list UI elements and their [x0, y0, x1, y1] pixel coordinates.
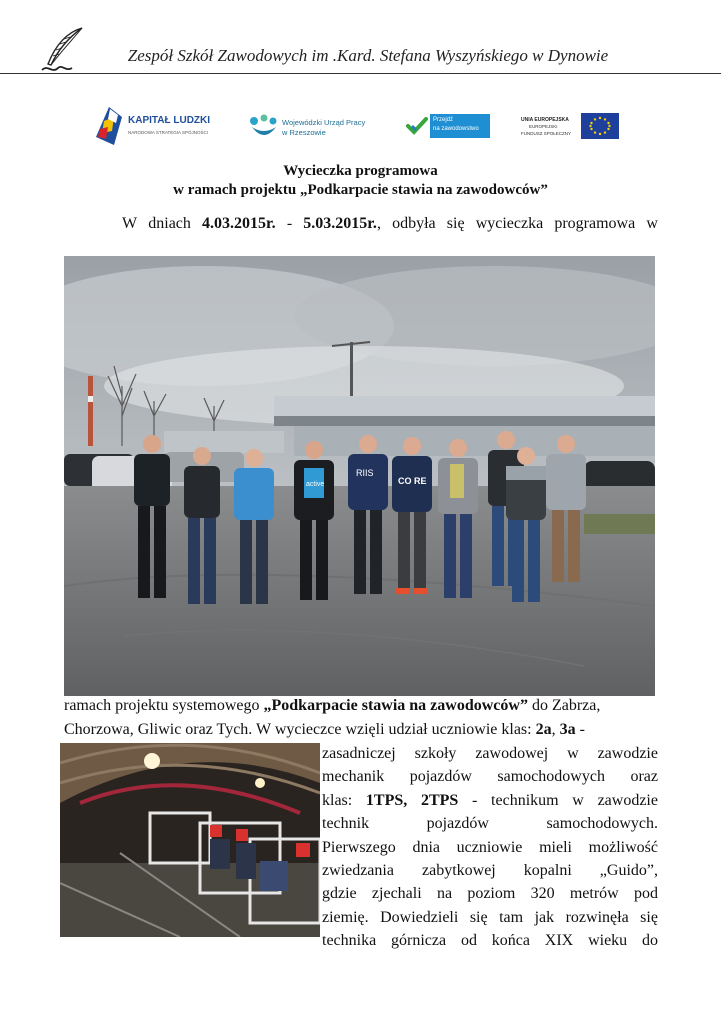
ue-efs-logo [521, 106, 621, 146]
word: zasadniczej [322, 745, 396, 762]
ue-line1: UNIA EUROPEJSKA [521, 117, 569, 123]
word: szkoły [414, 745, 457, 762]
word: programowa [554, 215, 636, 232]
class-2a: 2a [535, 721, 552, 738]
right-line [322, 909, 658, 932]
logo-strip [96, 106, 626, 146]
kapital-ludzki-emblem-icon [96, 107, 122, 145]
word: uczniowie [456, 838, 523, 856]
class-2tps: 2TPS [420, 791, 459, 809]
word: się [446, 215, 465, 232]
shirt-text-riis: RIIS [356, 468, 374, 478]
word: w [572, 791, 584, 809]
date-end-group [303, 215, 381, 233]
check-mark-icon [406, 116, 428, 136]
shirt-text-core: CO RE [398, 476, 427, 486]
word: technika [322, 932, 377, 950]
class-3a: 3a [559, 721, 576, 738]
right-line [322, 745, 658, 768]
text-run: do Zabrza, [527, 697, 601, 714]
date-end: 5.03.2015r. [303, 215, 377, 232]
word: możliwość [588, 838, 658, 856]
kapital-ludzki-subtitle: NARODOWA STRATEGIA SPÓJNOŚCI [128, 130, 209, 135]
word: końca [491, 932, 530, 950]
word: tam [499, 908, 524, 926]
school-name: Zespół Szkół Zawodowych im .Kard. Stefana Wyszyńskiego w Dynowie [127, 46, 609, 65]
przejdz-na-zawodowstwo-logo [406, 106, 496, 146]
word: poziom [467, 885, 516, 903]
word: ziemię. [322, 908, 369, 926]
word: gdzie [322, 885, 357, 903]
text-run: , [551, 721, 560, 738]
word: mieli [539, 838, 572, 856]
word: XIX [544, 932, 574, 950]
right-line [322, 792, 658, 815]
class-1tps: 1TPS, [365, 791, 408, 809]
word: zawodzie [597, 745, 658, 762]
word: samochodowych. [546, 815, 658, 833]
right-line [322, 815, 658, 838]
word: klas: [322, 791, 353, 809]
word: pod [633, 885, 658, 903]
right-line [322, 885, 658, 908]
word: zawodowej [475, 745, 549, 762]
quill-pen-icon [38, 24, 90, 76]
body-line-2 [64, 697, 659, 715]
word: zjechali [371, 885, 422, 903]
right-column-text [322, 745, 658, 956]
word: technikum [491, 791, 559, 809]
date-start: 4.03.2015r. [202, 215, 276, 232]
word: technik [322, 815, 370, 833]
page-header [0, 0, 721, 78]
word: Dowiedzieli [380, 908, 459, 926]
body-line-1 [122, 215, 658, 233]
word: górnicza [391, 932, 447, 950]
word: w [646, 215, 658, 232]
right-line [322, 839, 658, 862]
group-photo [64, 256, 655, 696]
word: Pierwszego [322, 838, 396, 856]
word: oraz [630, 768, 658, 786]
right-line [322, 862, 658, 885]
word: zabytkowej [421, 861, 496, 879]
document-title-line1: Wycieczka programowa [283, 163, 438, 179]
word: pojazdów [426, 815, 489, 833]
word: wieku [588, 932, 628, 950]
wup-logo [248, 106, 373, 146]
kapital-ludzki-logo [96, 106, 221, 146]
shirt-text-active: active [306, 481, 325, 488]
header-rule [0, 73, 721, 74]
body-line-3 [64, 721, 659, 739]
word: wycieczka [475, 215, 544, 232]
wup-line1: Wojewódzki Urząd Pracy [282, 118, 366, 127]
kapital-ludzki-title: KAPITAŁ LUDZKI [128, 115, 211, 126]
wup-line2: w Rzeszowie [282, 128, 326, 137]
group-photo-image [64, 256, 655, 696]
wup-emblem-icon [248, 113, 280, 139]
ue-line3: FUNDUSZ SPOŁECZNY [521, 131, 572, 136]
text-run: - [575, 721, 585, 738]
eu-flag-icon [581, 113, 619, 139]
word: się [469, 908, 488, 926]
right-line [322, 768, 658, 791]
word: od [460, 932, 477, 950]
word: „Guido”, [599, 861, 658, 879]
ue-line2: EUROPEJSKI [529, 124, 558, 129]
word: W [122, 215, 138, 232]
word: - [286, 215, 293, 232]
word: pojazdów [409, 768, 472, 786]
word: zawodzie [597, 791, 658, 809]
document-title-line2: w ramach projektu „Podkarpacie stawia na zawodowców” [173, 182, 548, 198]
word: 320 [530, 885, 555, 903]
word: dnia [412, 838, 440, 856]
word: mechanik [322, 768, 385, 786]
przejdz-line1: Przejdź [433, 117, 454, 123]
word: samochodowych [497, 768, 605, 786]
word: na [436, 885, 453, 903]
word: się [640, 908, 658, 926]
text-run: Chorzowa, Gliwic oraz Tych. W wycieczce wzięli udział uczniowie klas: [64, 721, 536, 738]
word: w [567, 745, 579, 762]
mine-photo [60, 743, 320, 937]
word: dniach [148, 215, 191, 232]
przejdz-line2: na zawodowstwo [433, 126, 479, 132]
word: , [376, 215, 381, 232]
mine-photo-image [60, 743, 320, 937]
word: metrów [569, 885, 619, 903]
word: zwiedzania [322, 861, 394, 879]
word: rozwinęła [565, 908, 629, 926]
przejdz-badge [430, 114, 490, 138]
word: odbyła [392, 215, 436, 232]
word: do [642, 932, 658, 950]
word: - [472, 791, 478, 809]
word: kopalni [523, 861, 572, 879]
text-run: ramach projektu systemowego [64, 697, 264, 714]
project-name: „Podkarpacie stawia na zawodowców” [263, 697, 528, 714]
right-line [322, 932, 658, 955]
word: jak [534, 908, 555, 926]
